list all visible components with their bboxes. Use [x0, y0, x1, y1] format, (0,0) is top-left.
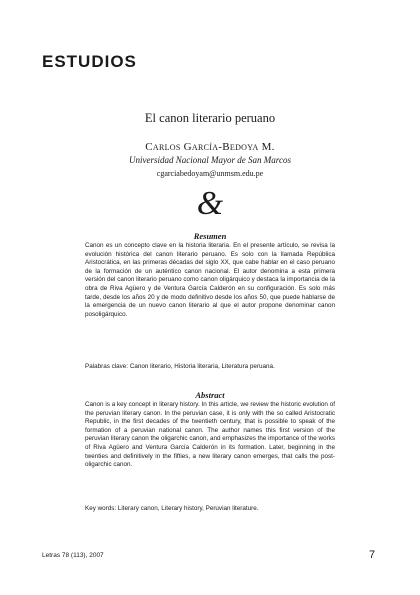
resumen-heading: Resumen: [193, 231, 227, 241]
key-words-label: Key words:: [85, 505, 117, 512]
author-email: cgarciabedoyam@unmsm.edu.pe: [156, 169, 264, 178]
key-words-values: Literary canon, Literary history, Peruvian literature.: [117, 505, 259, 512]
author-name: Carlos García-Bedoya M.: [145, 141, 275, 153]
resumen-text: Canon es un concepto clave en la historia literaria. En el presente artículo, se revisa la evolución histórica del canon literario peruano. Es solo con la llamada República Aristocrática, en las primeras décadas del siglo XX, que cabe hablar en el caso peruano de la formación de un auténtico canon nacional. El autor denomina a esta primera versión del canon literario peruano como canon oligárquico y destaca la importancia de la obra de Riva Agüero y de Ventura García Calderón en su configuración. Es solo más tarde, desde los años 20 y de modo definitivo desde los años 50, que puede hablarse de la emergencia de un nuevo canon literario al que el autor propone denominar canon posoligárquico.: [85, 242, 335, 318]
page-number: 7: [369, 549, 376, 561]
article-title: El canon literario peruano: [144, 111, 276, 125]
key-words: [85, 505, 345, 514]
palabras-clave: [85, 363, 345, 372]
palabras-clave-label: Palabras clave:: [85, 363, 129, 370]
ampersand-ornament: &: [196, 185, 224, 222]
journal-citation: Letras 78 (113), 2007: [42, 552, 104, 559]
section-title: ESTUDIOS: [42, 52, 137, 71]
palabras-clave-values: Canon literario, Historia literaria, Literatura peruana.: [129, 363, 275, 370]
author-affiliation: Universidad Nacional Mayor de San Marcos: [129, 155, 291, 165]
abstract-heading: Abstract: [195, 390, 225, 400]
abstract-text: Canon is a key concept in literary history. In this article, we review the historic evolution of the peruvian literary canon. In the peruvian case, it is only with the so called Aristocratic Republic, in the first decades of the twentieth century, that is possible to speak of the formation of a peruvian national canon. The author names this first version of the peruvian literary canon the oligarchic canon, and emphasizes the importance of the works of Riva Agüero and Ventura García Calderón in its formation. Later, beginning in the twenties and definitively in the fifties, a new literary canon emerges, that calls the post-oligarchic canon.: [85, 401, 335, 469]
